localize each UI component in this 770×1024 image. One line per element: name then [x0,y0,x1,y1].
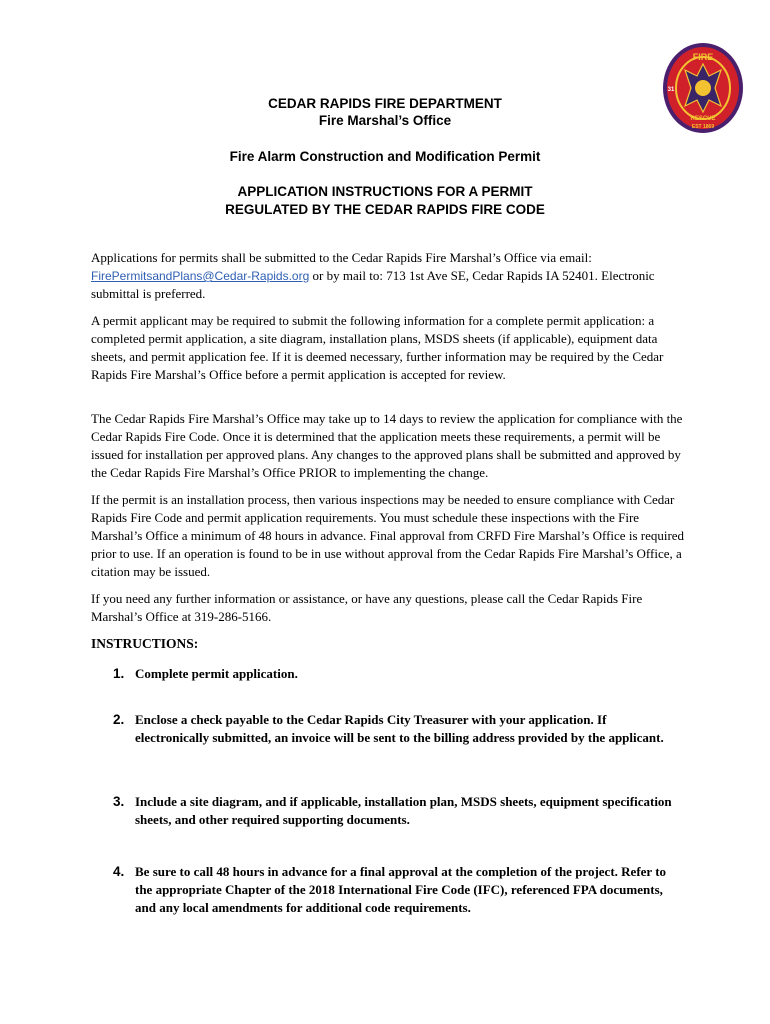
instructions-title: INSTRUCTIONS: [91,636,199,651]
step-number: 1. [113,666,125,681]
instruction-step [113,711,673,747]
step-number: 2. [113,712,125,727]
office-title: Fire Marshal’s Office [318,113,452,128]
step-number: 3. [113,794,125,809]
step-text: Include a site diagram, and if applicable, installation plan, MSDS sheets, equipment specification sheets, and other required supporting documents. [135,794,672,827]
step-text: Be sure to call 48 hours in advance for a final approval at the completion of the project. Refer to the appropriate Chapter of the 2018 International Fire Code (IFC), referenced FPA documents, and any local amendments for additional code requirements. [135,864,667,915]
submission-text-start: Applications for permits shall be submitted to the Cedar Rapids Fire Marshal’s Office via email: [91,250,592,265]
requirements-paragraph: A permit applicant may be required to submit the following information for a complete permit application: a completed permit application, a site diagram, installation plans, MSDS sheets (if applicable), equipment data sheets, and permit application fee. If it is deemed necessary, further information may be required by the Cedar Rapids Fire Marshal’s Office before a permit application is accepted for review. [91,313,664,382]
submission-text-end: or by mail to: 713 1st Ave SE, Cedar Rapids IA 52401. Electronic submittal is preferred. [91,268,655,301]
email-link[interactable]: FirePermitsandPlans@Cedar-Rapids.org [91,269,310,283]
step-text: Enclose a check payable to the Cedar Rapids City Treasurer with your application. If electronically submitted, an invoice will be sent to the billing address provided by the applicant. [135,712,664,745]
instruction-step [113,665,673,683]
seal-center-disc [695,80,711,96]
permit-title: Fire Alarm Construction and Modification Permit [229,149,541,164]
seal-est-text: EST 1869 [691,124,715,130]
submission-paragraph [91,249,691,303]
instructions-heading-line-1: APPLICATION INSTRUCTIONS FOR A PERMIT [237,184,533,199]
step-number: 4. [113,864,125,879]
seal-bottom-text: RESCUE [690,116,716,122]
step-text: Complete permit application. [135,666,298,681]
seal-side-text: 31 [667,87,675,93]
review-paragraph: The Cedar Rapids Fire Marshal’s Office may take up to 14 days to review the application for compliance with the Cedar Rapids Fire Code. Once it is determined that the application meets these requirements, a permit will be issued for installation per approved plans. Any changes to the approved plans shall be submitted and approved by the Cedar Rapids Fire Marshal’s Office PRIOR to implementing the change. [91,411,683,480]
seal-top-text: FIRE [692,52,714,62]
contact-paragraph: If you need any further information or assistance, or have any questions, please call the Cedar Rapids Fire Marshal’s Office at 319-286-5166. [91,591,643,624]
instruction-step [113,863,673,917]
instructions-heading-line-2: REGULATED BY THE CEDAR RAPIDS FIRE CODE [225,202,545,217]
department-title: CEDAR RAPIDS FIRE DEPARTMENT [268,96,502,111]
instruction-step [113,793,673,829]
inspections-paragraph: If the permit is an installation process, then various inspections may be needed to ensure compliance with Cedar Rapids Fire Code and permit application requirements. You must schedule these inspections with the Fire Marshal’s Office a minimum of 48 hours in advance. Final approval from CRFD Fire Marshal’s Office is required prior to use. If an operation is found to be in use without approval from the Cedar Rapids Fire Marshal’s Office, a citation may be issued. [91,492,685,579]
